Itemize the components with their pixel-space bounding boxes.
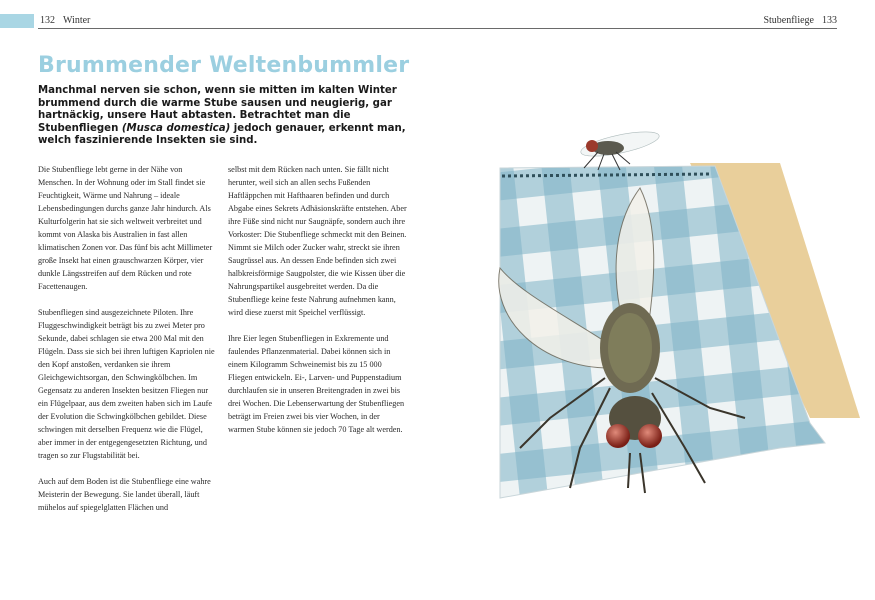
- paragraph: Auch auf dem Boden ist die Stubenfliege eine wahre Meisterin der Bewegung. Sie landet überall, läuft mühelos auf spiegelglatten Flächen und: [38, 477, 211, 512]
- small-housefly: [579, 127, 661, 170]
- right-page-number: 133: [822, 15, 837, 26]
- lead-text-start: Manchmal nerven sie schon, wenn sie mitten im kalten Winter brummend durch die warme Stube sausen und neugierig, gar hartnäckig, unsere Haut abtasten. Betrachtet man die Stubenfliegen: [38, 85, 397, 134]
- header-left: [40, 15, 98, 26]
- article-title: Brummender Weltenbummler: [38, 53, 410, 78]
- housefly-illustration: [480, 118, 860, 518]
- left-page-number: 132: [40, 15, 55, 26]
- paragraph: Stubenfliegen sind ausgezeichnete Piloten. Ihre Fluggeschwindigkeit beträgt bis zu zwei Meter pro Sekunde, dabei schlagen sie etwa 200 Mal mit den Flügeln. Dass sie sich bei ihren luftigen Kapriolen nie den Kopf anstoßen, verdanken sie ihrem Gleichgewichtsorgan, den Schwingkölbchen. Im Gegensatz zu anderen Insekten besitzen Fliegen nur ein Flügelpaar, aus dem zweiten haben sich im Laufe der Evolution die Schwingkölbchen gebildet. Diese schwingen mit derselben Frequenz wie die Flügel, aber immer in der entgegengesetzten Richtung, und tragen so zur Flugstabilität bei.: [38, 308, 215, 460]
- lead-text-end: jedoch genauer, erkennt man, welch faszinierende Insekten sie sind.: [38, 122, 406, 147]
- lead-scientific-name: (Musca domestica): [121, 122, 231, 134]
- paragraph: selbst mit dem Rücken nach unten. Sie fällt nicht herunter, weil sich an allen sechs Fußenden Haftläppchen mit Hafthaaren befinden und durch Abgabe eines Sekrets Adhäsionskräfte entstehen. Aber ihre Füße sind nicht nur Saugnäpfe, sondern auch ihre Vorkoster: Die Stubenfliege schmeckt mit den Beinen. Nimmt sie Milch oder Zucker wahr, streckt sie ihren Saugrüssel aus. An dessen Ende befinden sich zwei halbkreisförmige Saugpolster, die wie Kissen über die Nahrungspartikel ausgebreitet werden. Da die Stubenfliege keine feste Nahrung aufnehmen kann, wird diese zuerst mit Speichel verflüssigt.: [228, 165, 407, 317]
- header-rule: [38, 28, 837, 29]
- paragraph: Ihre Eier legen Stubenfliegen in Exkremente und faulendes Pflanzenmaterial. Dabei können sich in einem Kilogramm Schweinemist bis zu 15 000 Fliegen entwickeln. Ei-, Larven- und Puppenstadium durchlaufen sie in unseren Breitengraden in zwei bis drei Wochen. Die Lebenserwartung der Stubenfliegen beträgt im Freien zwei bis vier Wochen, in der warmen Stube können sie jedoch 70 Tage alt werden.: [228, 334, 405, 434]
- article-lead: [38, 85, 428, 148]
- right-section-title: Stubenfliege: [763, 15, 814, 26]
- paragraph: Die Stubenfliege lebt gerne in der Nähe von Menschen. In der Wohnung oder im Stall findet sie Feuchtigkeit, Wärme und Nahrung – ideale Lebensbedingungen durchs ganze Jahr hindurch. Als Kulturfolgerin hat sie sich weltweit verbreitet und kommt von Alaska bis Australien in fast allen klimatischen Zonen vor. Das fünf bis acht Millimeter große Insekt hat einen grauschwarzen Körper, vier dunkle Längsstreifen auf dem Rücken und rote Facettenaugen.: [38, 165, 213, 291]
- header-accent-bar: [0, 14, 34, 28]
- header-right: [755, 15, 837, 26]
- body-column-2: [228, 163, 408, 449]
- left-section-title: Winter: [63, 15, 91, 26]
- body-column-1: [38, 163, 218, 527]
